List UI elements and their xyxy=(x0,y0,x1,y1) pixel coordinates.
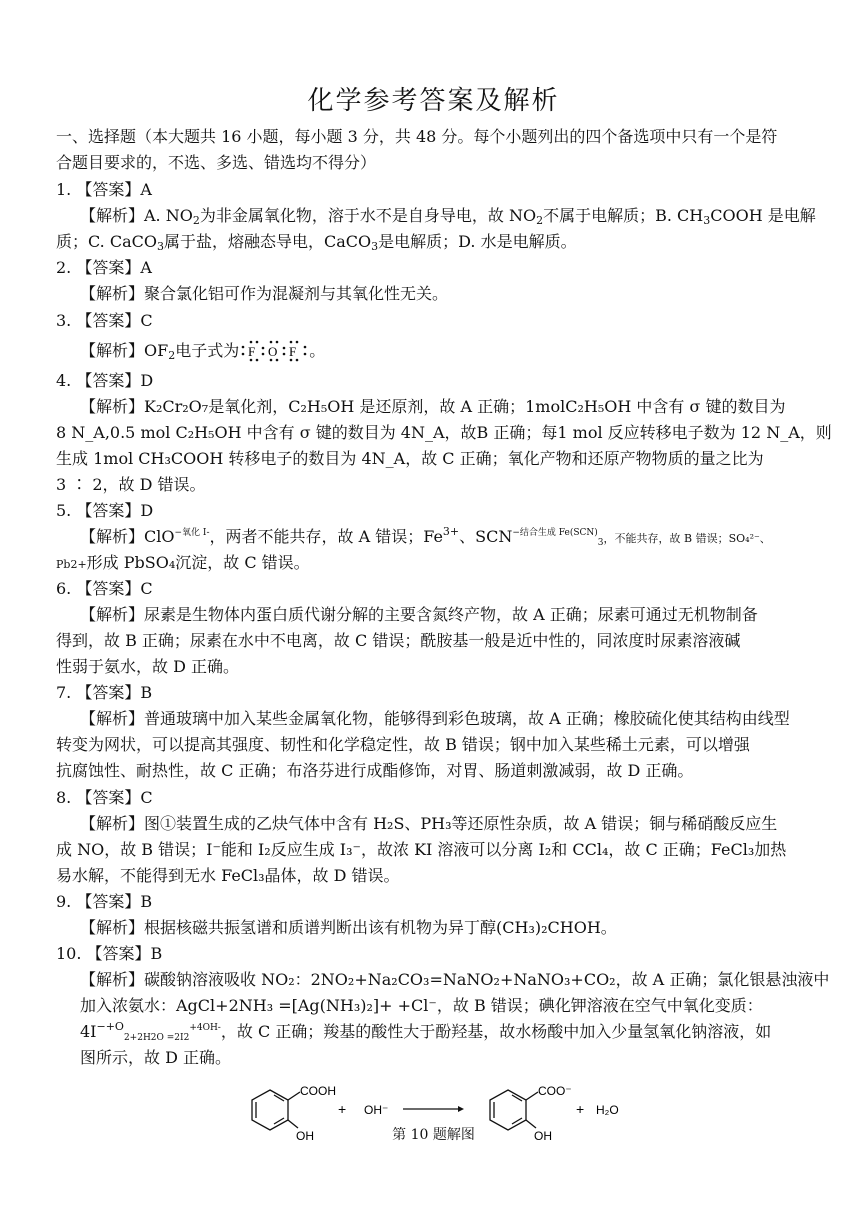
q2-explanation: 【解析】聚合氯化铝可作为混凝剂与其氧化性无关。 xyxy=(80,284,449,303)
q1-exp-part: 是电解质；D. 水是电解质。 xyxy=(378,232,577,251)
q6-explanation-line-2: 得到，故 B 正确；尿素在水中不电离，故 C 错误；酰胺基一般是近中性的，同浓度时尿素溶液碱 xyxy=(56,631,741,650)
hydroxide-label: OH⁻ xyxy=(364,1103,389,1117)
q3-exp-part: 。 xyxy=(309,341,326,360)
q10-explanation-line-4: 图所示，故 D 正确。 xyxy=(80,1048,232,1067)
q7-answer: 7. 【答案】B xyxy=(56,683,153,702)
q8-explanation-line-1: 【解析】图①装置生成的乙炔气体中含有 H₂S、PH₃等还原性杂质，故 A 错误；铜与稀硝酸反应生 xyxy=(80,814,778,833)
q10-exp-part: 4I xyxy=(80,1022,97,1041)
q1-exp-part: 不属于电解质；B. CH xyxy=(543,206,704,225)
q6-answer: 6. 【答案】C xyxy=(56,579,153,598)
q3-answer: 3. 【答案】C xyxy=(56,311,153,330)
reactant-hydroxyl-label: OH xyxy=(296,1129,314,1143)
q2-answer: 2. 【答案】A xyxy=(56,258,152,277)
product-carboxylate-label: COO⁻ xyxy=(538,1084,572,1098)
q10-exp-part: −+O xyxy=(96,1020,124,1033)
q10-answer: 10. 【答案】B xyxy=(56,944,163,963)
q5-explanation-line-2 xyxy=(56,550,823,578)
reaction-arrow xyxy=(403,1106,464,1112)
q10-explanation-line-3 xyxy=(80,1019,823,1045)
q5-explanation-line-1 xyxy=(80,524,823,552)
q6-explanation-line-3: 性弱于氨水，故 D 正确。 xyxy=(56,657,240,676)
q7-explanation-line-2: 转变为网状，可以提高其强度、韧性和化学稳定性，故 B 错误；钢中加入某些稀土元素，可以增强 xyxy=(56,735,750,754)
plus-sign: + xyxy=(576,1101,585,1117)
q1-explanation-line-1: 【解析】A. $NO_2$为非金属氧化物，溶于水不是自身导电，故 $NO_2$不属于电解质；B. $CH_3COOH$ 是电解 xyxy=(80,206,816,227)
q1-explanation-line-2: 质；C. CaCO$_3$属于盐，熔融态导电，CaCO$_3$是电解质；D. 水是电解质。 xyxy=(56,232,577,253)
reactant-carboxyl-label: COOH xyxy=(300,1084,336,1098)
q9-explanation: 【解析】根据核磁共振氢谱和质谱判断出该有机物为异丁醇(CH₃)₂CHOH。 xyxy=(80,918,617,937)
q5-exp-part: 3 xyxy=(597,538,604,548)
q9-answer: 9. 【答案】B xyxy=(56,892,153,911)
q3-exp-part: 【解析】OF xyxy=(80,341,169,360)
q5-exp-part: ，两者不能共存，故 A 错误；Fe xyxy=(209,527,443,546)
product-hydroxyl-label: OH xyxy=(534,1129,552,1143)
q4-explanation-line-1: 【解析】K₂Cr₂O₇是氧化剂，C₂H₅OH 是还原剂，故 A 正确；1molC₂H₅OH 中含有 σ 键的数目为 xyxy=(80,397,786,416)
q5-exp-part: −氧化 I- xyxy=(174,528,210,538)
q7-explanation-line-1: 【解析】普通玻璃中加入某些金属氧化物，能够得到彩色玻璃，故 A 正确；橡胶硫化使其结构由线型 xyxy=(80,709,790,728)
q4-explanation-line-4: 3 ∶ 2，故 D 错误。 xyxy=(56,475,206,494)
q10-exp-part: +4OH- xyxy=(189,1023,221,1033)
q4-explanation-line-2: 8 N_A,0.5 mol C₂H₅OH 中含有 σ 键的数目为 4N_A，故B 正确；每1 mol 反应转移电子数为 12 N_A，则 xyxy=(56,423,832,442)
salicylic-acid-reaction-figure xyxy=(240,1078,640,1158)
q10-explanation-line-2: 加入浓氨水：AgCl+2NH₃ =[Ag(NH₃)₂]+ +Cl⁻，故 B 错误；碘化钾溶液在空气中氧化变质： xyxy=(80,996,763,1015)
figure-caption: 第 10 题解图 xyxy=(392,1127,475,1143)
q5-answer: 5. 【答案】D xyxy=(56,501,154,520)
q7-explanation-line-3: 抗腐蚀性、耐热性，故 C 正确；布洛芬进行成酯修饰，对胃、肠道刺激减弱，故 D 正确。 xyxy=(56,761,694,780)
water-label: H₂O xyxy=(596,1103,619,1117)
q4-answer: 4. 【答案】D xyxy=(56,371,154,390)
svg-text:O: O xyxy=(268,344,278,359)
q8-answer: 8. 【答案】C xyxy=(56,788,153,807)
q1-exp-part: 为非金属氧化物，溶于水不是自身导电，故 NO xyxy=(199,206,537,225)
q8-explanation-line-2: 成 NO，故 B 错误；I⁻能和 I₂反应生成 I₃⁻，故浓 KI 溶液可以分离 I₂和 CCl₄，故 C 正确；FeCl₃加热 xyxy=(56,840,787,859)
page-title: 化学参考答案及解析 xyxy=(307,86,560,116)
q8-explanation-line-3: 易水解，不能得到无水 FeCl₃晶体，故 D 错误。 xyxy=(56,866,400,885)
q5-exp-part: Pb2+ xyxy=(56,558,87,571)
q3-exp-part: 电子式为 xyxy=(175,341,240,360)
q10-exp-part: ，故 C 正确；羧基的酸性大于酚羟基，故水杨酸中加入少量氢氧化钠溶液，如 xyxy=(220,1022,772,1041)
q1-exp-part: 质；C. CaCO xyxy=(56,232,157,251)
q10-exp-part: 2+2H2O =2I2 xyxy=(123,1033,190,1043)
q5-exp-part: ，不能共存，故 B 错误；SO₄²⁻、 xyxy=(603,532,771,545)
q10-explanation-line-1: 【解析】碳酸钠溶液吸收 NO₂：2NO₂+Na₂CO₃=NaNO₂+NaNO₃+CO₂，故 A 正确；氯化银悬浊液中 xyxy=(80,970,830,989)
q5-exp-part: 【解析】ClO xyxy=(80,527,175,546)
q4-explanation-line-3: 生成 1mol CH₃COOH 转移电子的数目为 4N_A，故 C 正确；氧化产物和还原产物物质的量之比为 xyxy=(56,449,764,468)
q1-answer: 1. 【答案】A xyxy=(56,180,152,199)
q5-exp-part: 、SCN xyxy=(459,527,513,546)
q3-explanation: 【解析】$OF_2$电子式为 F O F 。 xyxy=(80,341,326,362)
q5-exp-part: 3+ xyxy=(442,525,460,538)
plus-sign: + xyxy=(338,1101,347,1117)
q6-explanation-line-1: 【解析】尿素是生物体内蛋白质代谢分解的主要含氮终产物，故 A 正确；尿素可通过无机物制备 xyxy=(80,605,758,624)
q1-exp-part: 【解析】A. NO xyxy=(80,206,193,225)
section-header-line-1: 一、选择题（本大题共 16 小题，每小题 3 分，共 48 分。每个小题列出的四个备选项中只有一个是符 xyxy=(56,127,778,146)
q5-exp-part: −结合生成 Fe(SCN) xyxy=(512,528,598,538)
q1-exp-part: 属于盐，熔融态导电，CaCO xyxy=(164,232,372,251)
section-header-line-2: 合题目要求的，不选、多选、错选均不得分） xyxy=(56,153,377,172)
q1-exp-part: COOH 是电解 xyxy=(710,206,816,225)
q5-exp-part: 形成 PbSO₄沉淀，故 C 错误。 xyxy=(86,553,310,572)
electron-formula-diagram xyxy=(239,340,309,362)
svg-text:F: F xyxy=(248,344,256,359)
svg-text:F: F xyxy=(289,344,297,359)
